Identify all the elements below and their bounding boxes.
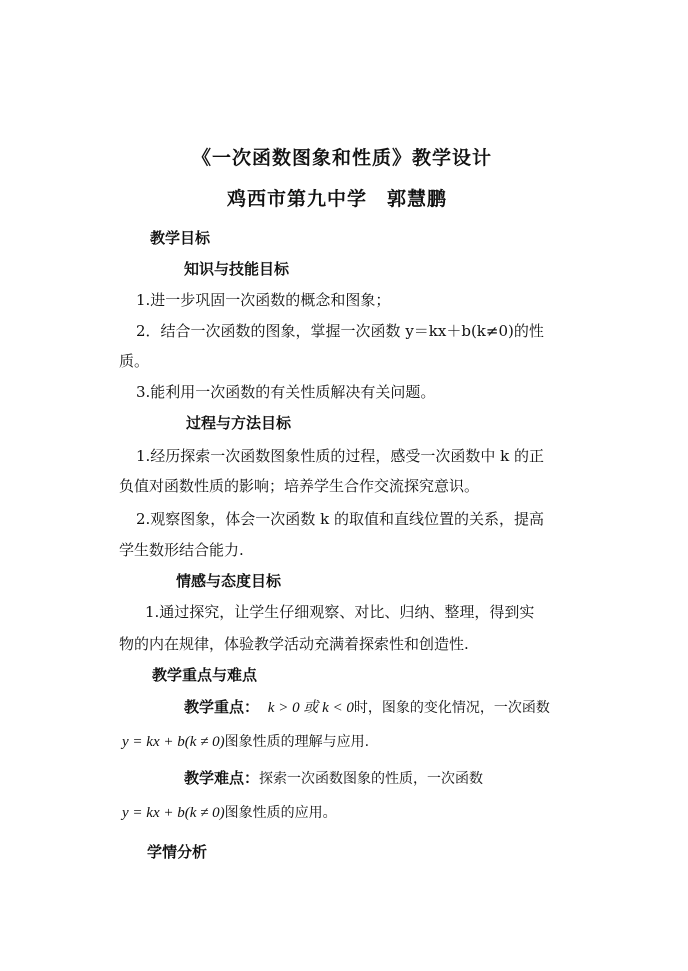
- knowledge-heading: 知识与技能目标: [184, 260, 290, 278]
- focus-condition: k > 0 或 k < 0: [267, 700, 354, 716]
- knowledge-item-1: 1.进一步巩固一次函数的概念和图象；: [136, 291, 391, 309]
- emotion-item-1-line-1: 1.通过探究，让学生仔细观察、对比、归纳、整理，得到实: [145, 603, 535, 621]
- focus-formula: y = kx + b(k ≠ 0): [122, 734, 225, 750]
- document-title: 《一次函数图象和性质》教学设计: [192, 147, 493, 169]
- process-item-1-line-1: 1.经历探索一次函数图象性质的过程，感受一次函数中 k 的正: [136, 447, 544, 465]
- knowledge-item-3: 3.能利用一次函数的有关性质解决有关问题。: [136, 383, 436, 401]
- emotion-item-1-line-2: 物的内在规律，体验教学活动充满着探索性和创造性.: [119, 635, 469, 653]
- author-line: 鸡西市第九中学 郭慧鹏: [227, 188, 448, 210]
- keypoints-heading: 教学重点与难点: [152, 666, 258, 684]
- difficulty-text-2: 图象性质的应用。: [224, 805, 337, 821]
- focus-label: 教学重点：: [184, 698, 260, 716]
- focus-formula-line: [122, 731, 369, 752]
- difficulty-formula: y = kx + b(k ≠ 0): [122, 805, 225, 821]
- knowledge-item-2-line-1: 2．结合一次函数的图象，掌握一次函数 y＝kx＋b(k≠0)的性: [136, 322, 544, 340]
- process-heading: 过程与方法目标: [186, 414, 292, 432]
- knowledge-item-2-line-2: 质。: [119, 352, 150, 370]
- focus-text-2: 图象性质的理解与应用.: [224, 734, 370, 750]
- emotion-heading: 情感与态度目标: [176, 572, 282, 590]
- difficulty-text: 探索一次函数图象的性质，一次函数: [259, 771, 484, 787]
- difficulty-line: [184, 768, 483, 789]
- process-item-2-line-2: 学生数形结合能力.: [119, 541, 244, 559]
- difficulty-label: 教学难点：: [184, 769, 260, 787]
- analysis-heading: 学情分析: [147, 843, 208, 861]
- focus-text: 时，图象的变化情况，一次函数: [353, 700, 550, 716]
- process-item-1-line-2: 负值对函数性质的影响；培养学生合作交流探究意识。: [119, 477, 480, 495]
- focus-line: [184, 697, 550, 718]
- difficulty-formula-line: [122, 802, 337, 823]
- goals-heading: 教学目标: [150, 229, 211, 247]
- process-item-2-line-1: 2.观察图象，体会一次函数 k 的取值和直线位置的关系，提高: [136, 510, 544, 528]
